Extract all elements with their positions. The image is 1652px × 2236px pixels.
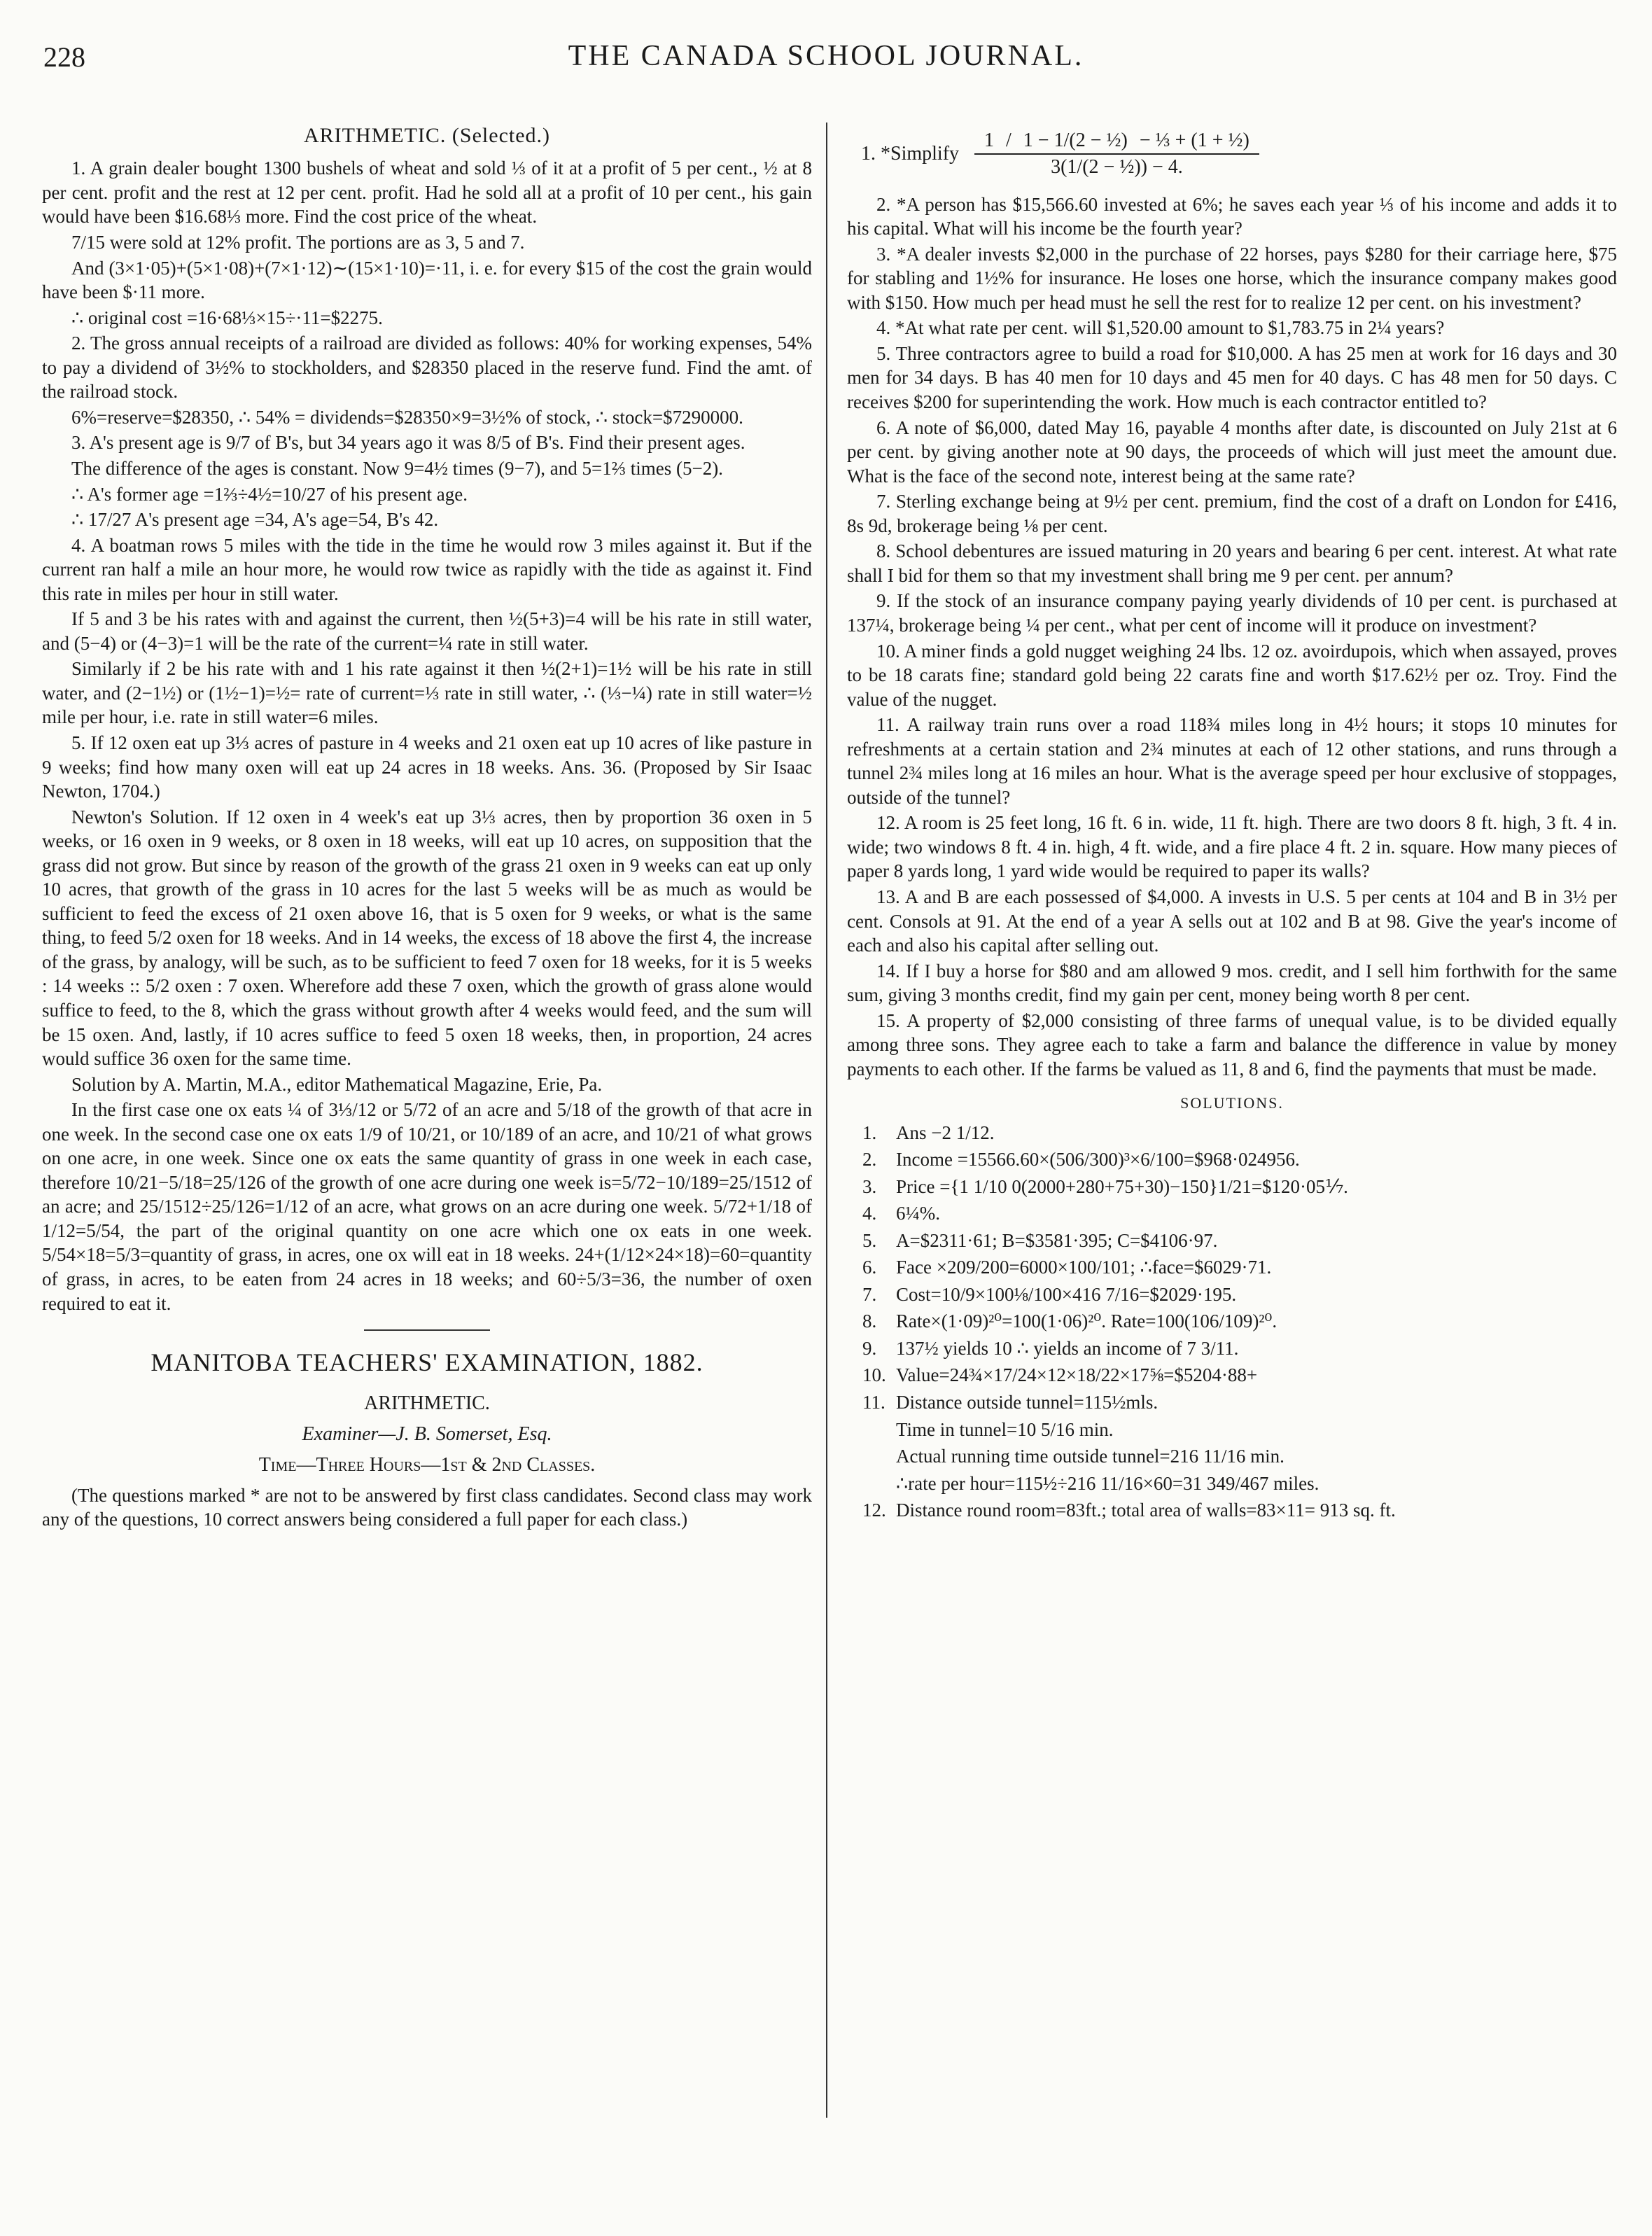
paragraph: 4. A boatman rows 5 miles with the tide in the time he would row 3 miles against it. But if the current ran half a mile an hour more, he would row twice as rapidly with the tide as against it. Find this rate in miles per hour in still water. bbox=[42, 534, 812, 604]
simplify-numerator: 1 / 1 − 1/(2 − ½) − ⅓ + (1 + ½) bbox=[974, 128, 1259, 155]
solution-item: 11. Distance outside tunnel=115½mls. bbox=[862, 1391, 1158, 1413]
question: 10. A miner finds a gold nugget weighing 24 lbs. 12 oz. avoirdupois, which when assayed, proves to be 18 carats fine; standard gold being 22 carats fine and worth $17.62½ per oz. Troy. Find the value of the nugget. bbox=[847, 640, 1617, 710]
solution-item: 12. Distance round room=83ft.; total area of walls=83×11= 913 sq. ft. bbox=[862, 1500, 1396, 1521]
solution-item: 3. Price ={1 1/10 0(2000+280+75+30)−150}1/21=$120·05⅐. bbox=[862, 1175, 1348, 1197]
solution-item: 1. Ans −2 1/12. bbox=[862, 1122, 995, 1143]
question: 14. If I buy a horse for $80 and am allowed 9 mos. credit, and I sell him forthwith for the same sum, giving 3 months credit, find my gain per cent, money being worth 8 per cent. bbox=[847, 960, 1617, 1006]
simplify-fraction bbox=[974, 128, 1259, 180]
question: 9. If the stock of an insurance company paying yearly dividends of 10 per cent. is purchased at 137¼, brokerage being ¼ per cent., what per cent of income will it produce on investment? bbox=[847, 590, 1617, 636]
solution-item: 8. Rate×(1·09)²⁰=100(1·06)²⁰. Rate=100(106/109)²⁰. bbox=[862, 1311, 1278, 1332]
paragraph: 5. If 12 oxen eat up 3⅓ acres of pasture in 4 weeks and 21 oxen eat up 10 acres of like pasture in 9 weeks; find how many oxen will eat up 24 acres in 18 weeks. Ans. 36. (Proposed by Sir Isaac Newton, 1704.) bbox=[42, 732, 812, 802]
paragraph: ∴ A's former age =1⅔÷4½=10/27 of his present age. bbox=[71, 483, 468, 505]
journal-title: THE CANADA SCHOOL JOURNAL. bbox=[568, 40, 1084, 72]
simplify-label: 1. *Simplify bbox=[861, 142, 960, 165]
paragraph: ∴ original cost =16·68⅓×15÷·11=$2275. bbox=[71, 307, 383, 328]
paragraph: And (3×1·05)+(5×1·08)+(7×1·12)∼(15×1·10)=·11, i. e. for every $15 of the cost the grain would have been $·11 more. bbox=[42, 257, 812, 303]
solutions-heading: SOLUTIONS. bbox=[1180, 1094, 1284, 1112]
section-rule bbox=[364, 1329, 490, 1331]
question: 4. *At what rate per cent. will $1,520.00 amount to $1,783.75 in 2¼ years? bbox=[876, 317, 1445, 339]
question: 8. School debentures are issued maturing in 20 years and bearing 6 per cent. interest. At what rate shall I bid for them so that my investment shall bring me 9 per cent. per annum? bbox=[847, 540, 1617, 586]
simplify-question bbox=[861, 128, 1617, 180]
arithmetic-heading: ARITHMETIC. bbox=[364, 1392, 490, 1415]
paragraph: Similarly if 2 be his rate with and 1 his rate against it then ½(2+1)=1½ will be his rate in still water, and (2−1½) or (1½−1)=½= rate of current=⅓ rate in still water, ∴ (⅓−¼) rate in still water=½ mile per hour, i.e. rate in still water=6 miles. bbox=[42, 658, 812, 728]
section-heading-arithmetic-selected: ARITHMETIC. (Selected.) bbox=[303, 124, 551, 147]
question: 15. A property of $2,000 consisting of three farms of unequal value, is to be divided equally among three sons. They agree each to take a farm and balance the difference in value by money payments to each other. If the farms be valued as 11, 8 and 6, find the payments that must be made. bbox=[847, 1009, 1617, 1079]
solution-item: ∴rate per hour=115½÷216 11/16×60=31 349/467 miles. bbox=[896, 1472, 1320, 1494]
exam-note: (The questions marked * are not to be answered by first class candidates. Second class may work any of the questions, 10 correct answers being considered a full paper for each class.) bbox=[42, 1484, 812, 1530]
solution-item: 6. Face ×209/200=6000×100/101; ∴face=$6029·71. bbox=[862, 1257, 1272, 1278]
paragraph: If 5 and 3 be his rates with and against the current, then ½(5+3)=4 will be his rate in still water, and (5−4) or (4−3)=1 will be the rate of the current=¼ rate in still water. bbox=[42, 608, 812, 654]
question: 13. A and B are each possessed of $4,000. A invests in U.S. 5 per cents at 104 and B in 3½ per cent. Consols at 91. At the end of a year A sells out at 102 and B at 98. Give the year's income of each and also his capital after selling out. bbox=[847, 886, 1617, 956]
paragraph: 2. The gross annual receipts of a railroad are divided as follows: 40% for working expenses, 54% to pay a dividend of 3½% to stockholders, and $28350 placed in the reserve fund. Find the amt. of the railroad stock. bbox=[42, 333, 812, 403]
solution-item: 2. Income =15566.60×(506/300)³×6/100=$968·024956. bbox=[862, 1149, 1300, 1171]
question: 2. *A person has $15,566.60 invested at 6%; he saves each year ⅓ of his income and adds it to his capital. What will his income be the fourth year? bbox=[847, 193, 1617, 239]
question: 11. A railway train runs over a road 118¾ miles long in 4½ hours; it stops 10 minutes for refreshments at a certain station and 2¾ minutes at each of 12 other stations, and runs through a tunnel 2¾ miles long at 16 miles an hour. What is the average speed per hour exclusive of stoppages, outside of the tunnel? bbox=[847, 714, 1617, 808]
question: 12. A room is 25 feet long, 16 ft. 6 in. wide, 11 ft. high. There are two doors 8 ft. high, 3 ft. 4 in. wide; two windows 8 ft. 4 in. high, 4 ft. wide, and a fire place 4 ft. 2 in. square. How many pieces of paper 8 yards long, 1 yard wide would be required to paper its walls? bbox=[847, 812, 1617, 882]
paragraph: ∴ 17/27 A's present age =34, A's age=54, B's 42. bbox=[71, 509, 439, 531]
paragraph: 3. A's present age is 9/7 of B's, but 34 years ago it was 8/5 of B's. Find their present ages. bbox=[71, 432, 746, 454]
paragraph: In the first case one ox eats ¼ of 3⅓/12 or 5/72 of an acre and 5/18 of the growth of that acre in one week. In the second case one ox eats 1/9 of 10/21, or 10/189 of an acre, and 10/21 of what grows on one acre, in one week. Since one ox eats the same quantity of grass in one week in each case, therefore 10/21−5/18=25/126 of the growth of one acre during one week is=5/72−10/189=25/1512 of an acre; and 25/1512÷25/126=1/12 of an acre, what grows on an acre during one week. 5/72+1/18 of 1/12=5/54, the part of the original quantity on one acre which one ox eats in one week. 5/54×18=5/3=quantity of grass, in acres, one ox will eat in 18 weeks. 24+(1/12×24×18)=60=quantity of grass, in acres, to be eaten from 24 acres in 18 weeks; and 60÷5/3=36, the number of oxen required to eat it. bbox=[42, 1099, 812, 1314]
examiner-line: Examiner—J. B. Somerset, Esq. bbox=[302, 1423, 552, 1445]
page-header bbox=[0, 0, 1652, 98]
paragraph: Newton's Solution. If 12 oxen in 4 week's eat up 3⅓ acres, then by proportion 36 oxen in 5 weeks, or 16 oxen in 9 weeks, or 8 oxen in 18 weeks, will eat up 10 acres, on supposition that the grass did not grow. But since by reason of the growth of the grass 21 oxen in 9 weeks can eat up only 10 acres, that growth of the grass in 10 acres for the last 5 weeks will be as much as would be sufficient to feed the excess of 21 oxen above 16, that is 5 oxen for 9 weeks, or what is the same thing, to feed 5/2 oxen for 18 weeks. And in 14 weeks, the excess of 18 above the first 4, the increase of the grass, by analogy, will be such, as to be sufficient to feed 7 oxen for 18 weeks, for it is 5 weeks : 14 weeks :: 5/2 oxen : 7 oxen. Wherefore add these 7 oxen, which the growth of grass alone would suffice to feed, to the 8, which the grass without growth after 4 weeks would feed, and the sum will be 15 oxen. And, lastly, if 10 acres suffice to feed 5 oxen 18 weeks, then, in proportion, 24 acres would suffice 36 oxen for the same time. bbox=[42, 806, 812, 1070]
paragraph: 1. A grain dealer bought 1300 bushels of wheat and sold ⅓ of it at a profit of 5 per cent., ½ at 8 per cent. profit and the rest at 12 per cent. profit. Had he sold all at a profit of 10 per cent., his gain would have been $16.68⅓ more. Find the cost price of the wheat. bbox=[42, 158, 812, 228]
right-column bbox=[847, 123, 1617, 1525]
paragraph: 7/15 were sold at 12% profit. The portions are as 3, 5 and 7. bbox=[71, 232, 525, 253]
paragraph: The difference of the ages is constant. Now 9=4½ times (9−7), and 5=1⅔ times (5−2). bbox=[71, 457, 723, 479]
solution-item: 10. Value=24¾×17/24×12×18/22×17⅝=$5204·88+ bbox=[862, 1364, 1258, 1386]
left-column bbox=[42, 123, 812, 1533]
solution-item: Time in tunnel=10 5/16 min. bbox=[896, 1418, 1114, 1440]
column-divider bbox=[826, 123, 827, 2118]
manitoba-heading: MANITOBA TEACHERS' EXAMINATION, 1882. bbox=[150, 1348, 704, 1377]
paragraph: 6%=reserve=$28350, ∴ 54% = dividends=$28350×9=3½% of stock, ∴ stock=$7290000. bbox=[71, 406, 743, 428]
paragraph: Solution by A. Martin, M.A., editor Mathematical Magazine, Erie, Pa. bbox=[71, 1073, 603, 1095]
solution-item: 5. A=$2311·61; B=$3581·395; C=$4106·97. bbox=[862, 1229, 1218, 1251]
question: 7. Sterling exchange being at 9½ per cent. premium, find the cost of a draft on London for £416, 8s 9d, brokerage being ⅛ per cent. bbox=[847, 491, 1617, 536]
question: 6. A note of $6,000, dated May 16, payable 4 months after date, is discounted on July 21st at 6 per cent. by giving another note at 90 days, the proceeds of which will just meet the amount due. What is the face of the second note, interest being at the same rate? bbox=[847, 417, 1617, 487]
solution-item: Actual running time outside tunnel=216 11/16 min. bbox=[896, 1446, 1284, 1467]
solution-item: 4. 6¼%. bbox=[862, 1203, 940, 1224]
time-line: Time—Three Hours—1st & 2nd Classes. bbox=[258, 1453, 596, 1476]
page-number: 228 bbox=[43, 41, 85, 73]
question: 3. *A dealer invests $2,000 in the purchase of 22 horses, pays $280 for their carriage here, $75 for stabling and 1½% for insurance. He loses one horse, which the insurance company makes good with $150. How much per head must he sell the rest for to realize 12 per cent. on his investment? bbox=[847, 243, 1617, 313]
question: 5. Three contractors agree to build a road for $10,000. A has 25 men at work for 16 days and 30 men for 34 days. B has 40 men for 10 days and 45 men for 40 days. C has 48 men for 50 days. C receives $200 for superintending the work. How much is each contractor entitled to? bbox=[847, 342, 1617, 413]
solution-item: 7. Cost=10/9×100⅛/100×416 7/16=$2029·195. bbox=[862, 1283, 1237, 1305]
solution-item: 9. 137½ yields 10 ∴ yields an income of 7 3/11. bbox=[862, 1337, 1239, 1359]
simplify-denominator: 3(1/(2 − ½)) − 4. bbox=[1051, 155, 1183, 178]
